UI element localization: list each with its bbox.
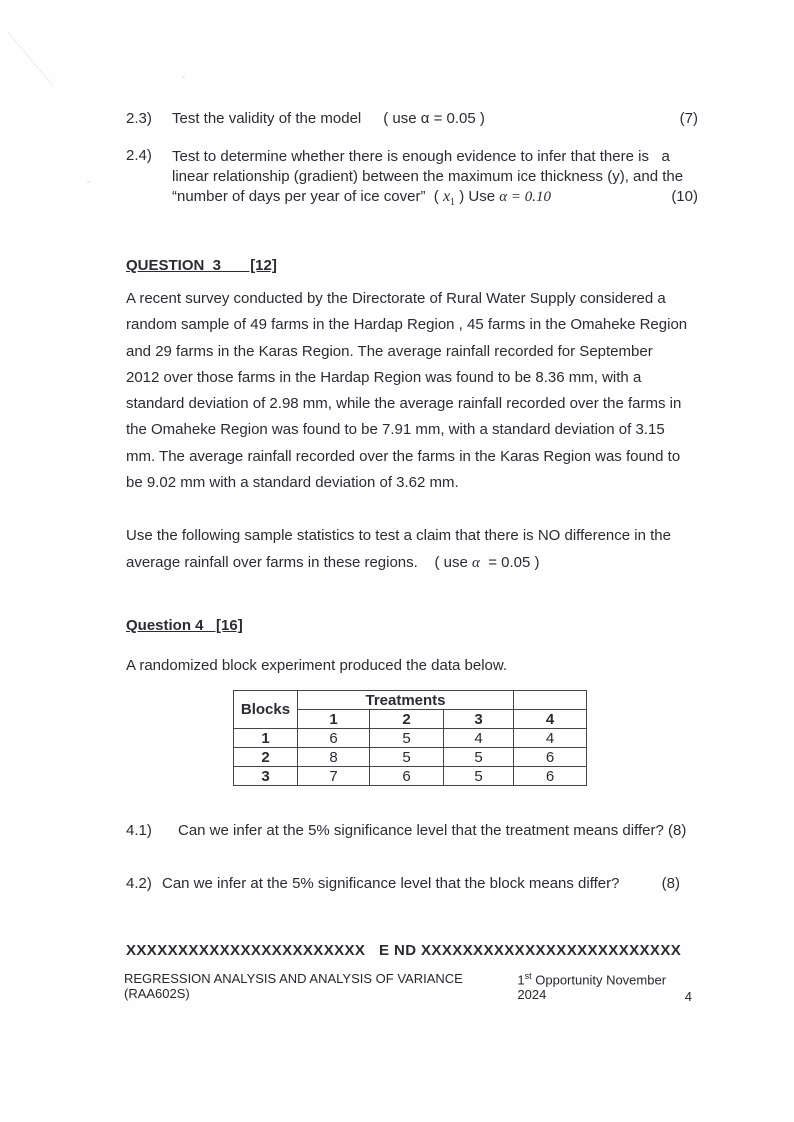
randomized-block-table (233, 690, 587, 786)
table-cell: 6 (514, 748, 587, 767)
table-row (234, 748, 587, 767)
item-line-mid: ) Use (455, 188, 500, 205)
table-cell: 8 (298, 748, 370, 767)
block-label: 2 (234, 748, 298, 767)
claim-line (126, 549, 698, 577)
table-group-header-row (234, 691, 587, 710)
body-line: random sample of 49 farms in the Hardap Region , 45 farms in the Omaheke Region (126, 316, 688, 334)
claim-line-suffix: = 0.05 ) (479, 554, 540, 571)
table-cell: 6 (514, 767, 587, 786)
body-line: the Omaheke Region was found to be 7.91 mm, with a standard deviation of 3.15 (126, 421, 665, 439)
treatment-header: 2 (370, 710, 444, 729)
item-text-block (172, 147, 698, 213)
body-line: and 29 farms in the Karas Region. The average rainfall recorded for September (126, 342, 653, 360)
treatment-header: 1 (298, 710, 370, 729)
table-cell: 6 (298, 729, 370, 748)
item-number: 4.2) (126, 875, 152, 892)
table-cell: 5 (444, 748, 514, 767)
question-3-body (126, 286, 698, 496)
alpha-note: ( use α = 0.05 ) (383, 110, 485, 127)
body-line: A recent survey conducted by the Directorate of Rural Water Supply considered a (126, 290, 666, 307)
item-number: 2.3) (126, 110, 152, 127)
table-cell: 7 (298, 767, 370, 786)
scan-speck (87, 181, 90, 183)
question-3-heading: QUESTION 3 [12] (126, 257, 277, 274)
table-row (234, 729, 587, 748)
table-group-header: Treatments (298, 691, 514, 710)
page-number: 4 (684, 989, 692, 1004)
page-footer (124, 971, 692, 1002)
item-number: 2.4) (126, 147, 152, 164)
treatment-header: 3 (444, 710, 514, 729)
body-line: mm. The average rainfall recorded over the farms in the Karas Region was found to (126, 447, 681, 465)
end-of-paper-line: XXXXXXXXXXXXXXXXXXXXXXX E ND XXXXXXXXXXXXXXXXXXXXXXXXX (126, 942, 682, 959)
claim-line-prefix: average rainfall over farms in these regions. ( use (126, 554, 472, 571)
question-item-4-1 (126, 822, 698, 839)
item-line: Test to determine whether there is enough evidence to infer that there is a (172, 148, 670, 165)
table-empty-header-cell (514, 691, 587, 710)
item-line (172, 187, 698, 213)
table-cell: 4 (514, 729, 587, 748)
footer-course-title: REGRESSION ANALYSIS AND ANALYSIS OF VARIANCE (RAA602S) (124, 971, 463, 1001)
block-label: 1 (234, 729, 298, 748)
question-4-intro: A randomized block experiment produced the data below. (126, 657, 508, 674)
marks: (8) (661, 875, 680, 892)
treatment-header: 4 (514, 710, 587, 729)
question-item-4-2 (126, 875, 698, 892)
footer-opportunity: 1st Opportunity November 2024 (517, 971, 667, 1003)
math-alpha-005: α (472, 555, 480, 571)
body-line: standard deviation of 2.98 mm, while the average rainfall recorded over the farms in (126, 395, 682, 413)
item-number: 4.1) (126, 822, 152, 839)
question-4-heading: Question 4 [16] (126, 617, 243, 634)
item-text: Can we infer at the 5% significance level that the block means differ? (162, 875, 620, 892)
table-cell: 5 (444, 767, 514, 786)
scan-speck (182, 76, 185, 78)
math-x1: $x_1$ (442, 188, 456, 209)
body-line: be 9.02 mm with a standard deviation of 3.62 mm. (126, 474, 459, 492)
question-item-2-4 (126, 147, 698, 213)
question-item-2-3 (126, 110, 698, 127)
scan-artifact (8, 32, 54, 86)
question-3-claim (126, 522, 698, 577)
item-text: Can we infer at the 5% significance level that the treatment means differ? (8) (178, 822, 687, 839)
table-cell: 5 (370, 748, 444, 767)
item-line-prefix: “number of days per year of ice cover” ( (172, 188, 443, 205)
footer-opportunity-sup: st (524, 971, 532, 981)
table-cell: 4 (444, 729, 514, 748)
body-line: 2012 over those farms in the Hardap Region was found to be 8.36 mm, with a (126, 368, 642, 386)
table-cell: 5 (370, 729, 444, 748)
table-corner-cell: Blocks (234, 691, 298, 729)
table-row (234, 767, 587, 786)
item-text: Test the validity of the model (172, 110, 362, 127)
marks: (7) (679, 110, 698, 127)
table-cell: 6 (370, 767, 444, 786)
math-alpha-010: α = 0.10 (499, 189, 551, 205)
marks: (10) (671, 188, 698, 205)
claim-line: Use the following sample statistics to test a claim that there is NO difference in the (126, 527, 671, 544)
item-line: linear relationship (gradient) between the maximum ice thickness (y), and the (172, 168, 684, 185)
block-label: 3 (234, 767, 298, 786)
